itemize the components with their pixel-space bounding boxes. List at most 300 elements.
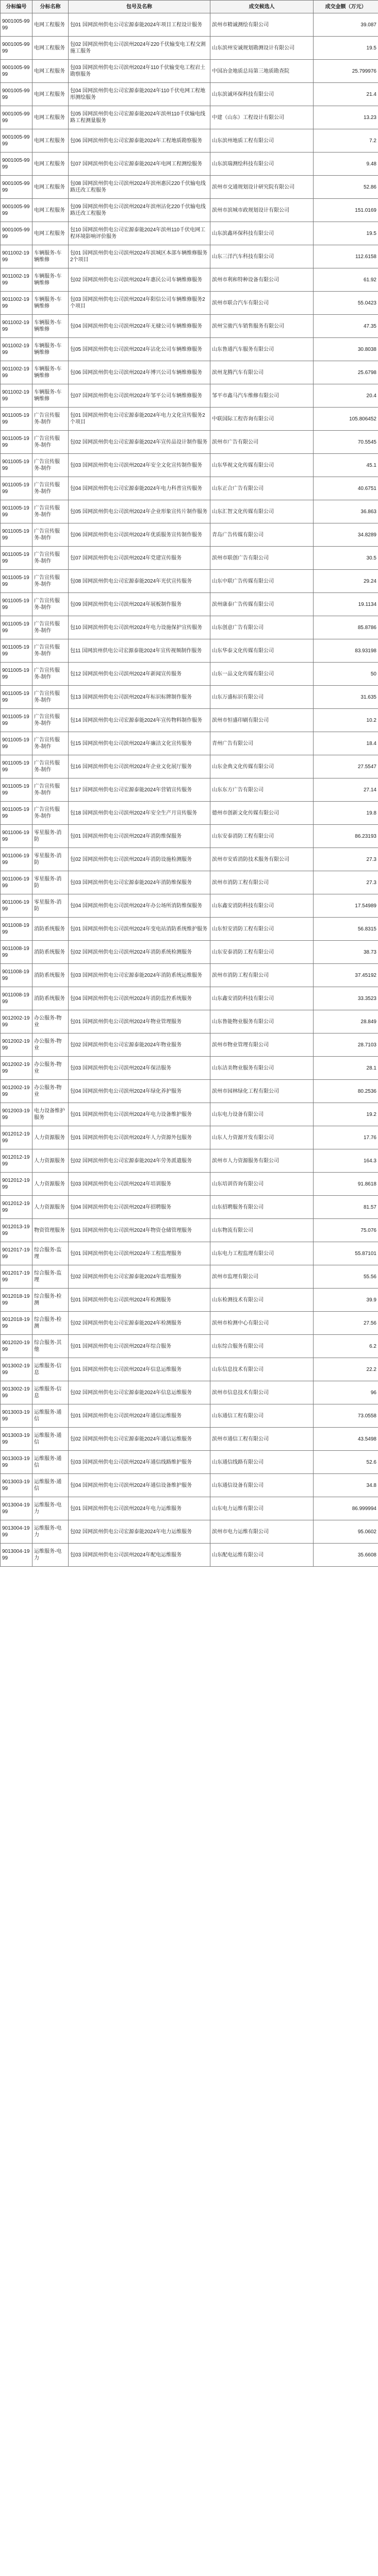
cell-amount: 112.6158: [314, 245, 378, 268]
cell-package: 包02 国网滨州供电公司宏源泰能2024年信息运维服务: [69, 1381, 210, 1404]
cell-lot-number: 9013002-1999: [1, 1381, 32, 1404]
cell-package: 包05 国网滨州供电公司滨州2024年沾化公司车辆维修服务: [69, 338, 210, 361]
cell-lot-number: 9001005-9999: [1, 152, 32, 176]
cell-lot-name: 广告宣传服务-制作: [32, 477, 69, 500]
cell-lot-name: 零星服务-消防: [32, 871, 69, 894]
cell-package: 包04 国网滨州供电公司滨州2024年绿化养护服务: [69, 1080, 210, 1103]
cell-lot-number: 9011005-1999: [1, 454, 32, 477]
cell-candidate: 山东汇智文化传媒有限公司: [210, 500, 314, 523]
cell-candidate: 滨州宝骏汽车销售服务有限公司: [210, 315, 314, 338]
cell-candidate: 山东人力资源开发有限公司: [210, 1126, 314, 1149]
cell-lot-number: 9011005-1999: [1, 500, 32, 523]
cell-lot-number: 9011005-1999: [1, 523, 32, 547]
cell-lot-number: 9012002-1999: [1, 1010, 32, 1033]
table-row: [1, 616, 378, 639]
cell-lot-name: 电网工程服务: [32, 129, 69, 152]
table-row: [1, 60, 378, 83]
cell-lot-number: 9013003-1999: [1, 1474, 32, 1497]
cell-amount: 25.799976: [314, 60, 378, 83]
cell-lot-name: 办公服务-物业: [32, 1057, 69, 1080]
cell-package: 包02 国网滨州供电公司滨州2024年消防系统检测服务: [69, 941, 210, 964]
cell-lot-name: 电力设备维护服务: [32, 1103, 69, 1126]
table-row: [1, 639, 378, 663]
cell-lot-number: 9001005-9999: [1, 106, 32, 129]
cell-lot-number: 9011005-1999: [1, 593, 32, 616]
cell-lot-name: 广告宣传服务-制作: [32, 570, 69, 593]
cell-package: 包18 国网滨州供电公司滨州2024年安全生产月宣传服务: [69, 802, 210, 825]
cell-amount: 43.5498: [314, 1428, 378, 1451]
table-row: [1, 1451, 378, 1474]
table-row: [1, 918, 378, 941]
cell-amount: 7.2: [314, 129, 378, 152]
cell-package: 包01 国网滨州供电公司宏源泰能2024年电力文化宣传服务2个项目: [69, 408, 210, 431]
cell-lot-number: 9011005-1999: [1, 802, 32, 825]
table-body: [1, 13, 378, 1567]
table-row: [1, 152, 378, 176]
cell-candidate: 山东电力设备有限公司: [210, 1103, 314, 1126]
cell-package: 包01 国网滨州供电公司滨州2024年信息运维服务: [69, 1358, 210, 1381]
cell-package: 包06 国网滨州供电公司滨州2024年博兴公司车辆维修服务: [69, 361, 210, 384]
cell-lot-number: 9011002-1999: [1, 315, 32, 338]
cell-package: 包03 国网滨州供电公司滨州2024年阳信公司车辆维修服务2个项目: [69, 292, 210, 315]
cell-candidate: 滨州市安盾消防技术服务有限公司: [210, 848, 314, 871]
cell-candidate: 山东一品文化传媒有限公司: [210, 663, 314, 686]
header-candidate: 成交候选人: [210, 1, 314, 13]
cell-candidate: 滨州市恒盛印刷有限公司: [210, 709, 314, 732]
cell-candidate: 山东通信设备有限公司: [210, 1474, 314, 1497]
cell-lot-name: 电网工程服务: [32, 106, 69, 129]
cell-candidate: 山东电力运维有限公司: [210, 1497, 314, 1520]
cell-package: 包02 国网滨州供电公司宏源泰能2024年监理服务: [69, 1265, 210, 1289]
cell-lot-name: 办公服务-物业: [32, 1010, 69, 1033]
cell-candidate: 山东检测技术有限公司: [210, 1289, 314, 1312]
cell-lot-name: 零星服务-消防: [32, 848, 69, 871]
cell-lot-name: 运维服务-信息: [32, 1381, 69, 1404]
cell-package: 包01 国网滨州供电公司滨州2024年物业管理服务: [69, 1010, 210, 1033]
cell-candidate: 山东通信线路有限公司: [210, 1451, 314, 1474]
cell-lot-name: 广告宣传服务-制作: [32, 686, 69, 709]
cell-lot-name: 电网工程服务: [32, 13, 69, 37]
cell-candidate: 山东金典文化传媒有限公司: [210, 755, 314, 778]
cell-lot-name: 车辆服务-车辆维修: [32, 292, 69, 315]
cell-lot-number: 9012002-1999: [1, 1033, 32, 1057]
cell-lot-number: 9001005-9999: [1, 60, 32, 83]
table-row: [1, 941, 378, 964]
cell-candidate: 滨州龙腾汽车有限公司: [210, 361, 314, 384]
cell-amount: 70.5545: [314, 431, 378, 454]
cell-candidate: 山东正合广告有限公司: [210, 477, 314, 500]
cell-amount: 19.8: [314, 802, 378, 825]
cell-lot-number: 9013003-1999: [1, 1404, 32, 1428]
cell-package: 包15 国网滨州供电公司滨州2024年廉洁文化宣传服务: [69, 732, 210, 755]
table-row: [1, 245, 378, 268]
cell-package: 包04 国网滨州供电公司宏源泰能2024年电力科普宣传服务: [69, 477, 210, 500]
cell-package: 包07 国网滨州供电公司宏源泰能2024年电网工程测绘服务: [69, 152, 210, 176]
cell-lot-number: 9012003-1999: [1, 1103, 32, 1126]
cell-amount: 95.0602: [314, 1520, 378, 1544]
cell-lot-name: 消防系统服务: [32, 964, 69, 987]
table-row: [1, 1335, 378, 1358]
cell-lot-number: 9011006-1999: [1, 825, 32, 848]
cell-lot-number: 9011005-1999: [1, 477, 32, 500]
table-row: [1, 83, 378, 106]
cell-amount: 81.57: [314, 1196, 378, 1219]
header-lot-name: 分标名称: [32, 1, 69, 13]
cell-lot-name: 综合服务-检测: [32, 1289, 69, 1312]
table-row: [1, 964, 378, 987]
cell-lot-name: 运维服务-通信: [32, 1474, 69, 1497]
cell-candidate: 山东物流有限公司: [210, 1219, 314, 1242]
cell-lot-name: 车辆服务-车辆维修: [32, 245, 69, 268]
cell-amount: 164.3: [314, 1149, 378, 1173]
cell-lot-number: 9012020-1999: [1, 1335, 32, 1358]
table-row: [1, 1358, 378, 1381]
cell-package: 包01 国网滨州供电公司滨州2024年变电站消防系统维护服务: [69, 918, 210, 941]
cell-lot-name: 车辆服务-车辆维修: [32, 361, 69, 384]
table-row: [1, 1544, 378, 1567]
cell-amount: 91.8618: [314, 1173, 378, 1196]
cell-package: 包01 国网滨州供电公司滨州2024年人力资源外包服务: [69, 1126, 210, 1149]
cell-candidate: 滨州市交通规划设计研究院有限公司: [210, 176, 314, 199]
cell-amount: 20.4: [314, 384, 378, 408]
cell-lot-name: 车辆服务-车辆维修: [32, 268, 69, 292]
cell-candidate: 山东创意广告有限公司: [210, 616, 314, 639]
cell-lot-name: 电网工程服务: [32, 37, 69, 60]
table-row: [1, 477, 378, 500]
cell-package: 包02 国网滨州供电公司宏源泰能2024年通信运维服务: [69, 1428, 210, 1451]
cell-amount: 27.5547: [314, 755, 378, 778]
cell-lot-name: 广告宣传服务-制作: [32, 709, 69, 732]
cell-lot-name: 广告宣传服务-制作: [32, 454, 69, 477]
cell-amount: 21.4: [314, 83, 378, 106]
cell-amount: 19.5: [314, 37, 378, 60]
cell-package: 包01 国网滨州供电公司滨州2024年检测服务: [69, 1289, 210, 1312]
cell-candidate: 滨州市监理有限公司: [210, 1265, 314, 1289]
table-row: [1, 1057, 378, 1080]
cell-amount: 27.14: [314, 778, 378, 802]
cell-package: 包07 国网滨州供电公司滨州2024年党建宣传服务: [69, 547, 210, 570]
cell-lot-name: 车辆服务-车辆维修: [32, 338, 69, 361]
cell-lot-name: 人力资源服务: [32, 1126, 69, 1149]
cell-candidate: 山东安泰消防工程有限公司: [210, 941, 314, 964]
cell-lot-name: 人力资源服务: [32, 1149, 69, 1173]
cell-amount: 28.7103: [314, 1033, 378, 1057]
cell-lot-name: 广告宣传服务-制作: [32, 408, 69, 431]
cell-amount: 52.6: [314, 1451, 378, 1474]
cell-amount: 55.0423: [314, 292, 378, 315]
cell-amount: 85.8786: [314, 616, 378, 639]
cell-lot-number: 9012012-1999: [1, 1126, 32, 1149]
cell-lot-name: 物资管理服务: [32, 1219, 69, 1242]
cell-lot-number: 9012017-1999: [1, 1242, 32, 1265]
cell-lot-number: 9011005-1999: [1, 408, 32, 431]
table-row: [1, 222, 378, 245]
cell-lot-number: 9013003-1999: [1, 1451, 32, 1474]
cell-lot-name: 车辆服务-车辆维修: [32, 384, 69, 408]
cell-amount: 47.35: [314, 315, 378, 338]
cell-package: 包01 国网滨州供电公司滨州2024年滨城区本部车辆维修服务2个项目: [69, 245, 210, 268]
cell-candidate: 山东配电运维有限公司: [210, 1544, 314, 1567]
cell-lot-name: 广告宣传服务-制作: [32, 802, 69, 825]
cell-candidate: 滨州市滨城市政规划设计有限公司: [210, 199, 314, 222]
cell-package: 包07 国网滨州供电公司滨州2024年邹平公司车辆维修服务: [69, 384, 210, 408]
cell-candidate: 山东电力工程监理有限公司: [210, 1242, 314, 1265]
cell-amount: 18.4: [314, 732, 378, 755]
cell-lot-number: 9012018-1999: [1, 1289, 32, 1312]
table-row: [1, 570, 378, 593]
table-row: [1, 778, 378, 802]
cell-candidate: 山东滨瑞测绘科技有限公司: [210, 152, 314, 176]
cell-lot-name: 综合服务-监理: [32, 1265, 69, 1289]
cell-lot-number: 9001005-9999: [1, 176, 32, 199]
table-row: [1, 1265, 378, 1289]
table-row: [1, 338, 378, 361]
cell-amount: 45.1: [314, 454, 378, 477]
cell-amount: 56.8315: [314, 918, 378, 941]
cell-amount: 30.8038: [314, 338, 378, 361]
table-row: [1, 663, 378, 686]
cell-candidate: 滨州市消防工程有限公司: [210, 871, 314, 894]
table-row: [1, 1520, 378, 1544]
cell-lot-name: 运维服务-电力: [32, 1497, 69, 1520]
cell-lot-number: 9012012-1999: [1, 1149, 32, 1173]
cell-package: 包10 国网滨州供电公司滨州2024年电力设施保护宣传服务: [69, 616, 210, 639]
cell-amount: 38.73: [314, 941, 378, 964]
table-row: [1, 1289, 378, 1312]
cell-candidate: 山东三洋汽车科技有限公司: [210, 245, 314, 268]
cell-lot-number: 9013004-1999: [1, 1544, 32, 1567]
table-row: [1, 547, 378, 570]
cell-candidate: 山东华视文化传媒有限公司: [210, 454, 314, 477]
cell-package: 包13 国网滨州供电公司滨州2024年标识标牌制作服务: [69, 686, 210, 709]
cell-lot-name: 广告宣传服务-制作: [32, 431, 69, 454]
table-row: [1, 1428, 378, 1451]
cell-package: 包14 国网滨州供电公司宏源泰能2024年宣传物料制作服务: [69, 709, 210, 732]
cell-lot-number: 9013004-1999: [1, 1497, 32, 1520]
table-row: [1, 384, 378, 408]
table-row: [1, 199, 378, 222]
table-row: [1, 1080, 378, 1103]
cell-candidate: 中联国际工程咨询有限公司: [210, 408, 314, 431]
cell-candidate: 山东招聘服务有限公司: [210, 1196, 314, 1219]
cell-lot-number: 9011005-1999: [1, 778, 32, 802]
cell-amount: 151.0169: [314, 199, 378, 222]
cell-lot-number: 9001005-9999: [1, 37, 32, 60]
cell-package: 包04 国网滨州供电公司滨州2024年招聘服务: [69, 1196, 210, 1219]
cell-amount: 36.863: [314, 500, 378, 523]
table-row: [1, 1242, 378, 1265]
cell-package: 包01 国网滨州供电公司滨州2024年通信运维服务: [69, 1404, 210, 1428]
cell-lot-name: 综合服务-检测: [32, 1312, 69, 1335]
cell-candidate: 滨州康泰广告传媒有限公司: [210, 593, 314, 616]
cell-lot-name: 广告宣传服务-制作: [32, 523, 69, 547]
cell-lot-name: 消防系统服务: [32, 941, 69, 964]
cell-lot-name: 广告宣传服务-制作: [32, 639, 69, 663]
cell-amount: 6.2: [314, 1335, 378, 1358]
cell-lot-number: 9013002-1999: [1, 1358, 32, 1381]
table-row: [1, 523, 378, 547]
table-row: [1, 894, 378, 918]
cell-candidate: 山东综合服务有限公司: [210, 1335, 314, 1358]
cell-amount: 10.2: [314, 709, 378, 732]
cell-amount: 80.2536: [314, 1080, 378, 1103]
cell-amount: 27.3: [314, 871, 378, 894]
cell-lot-name: 广告宣传服务-制作: [32, 547, 69, 570]
cell-package: 包11 国网滨州供电公司宏源泰能2024年宣传视频制作服务: [69, 639, 210, 663]
cell-lot-name: 电网工程服务: [32, 176, 69, 199]
cell-lot-number: 9011002-1999: [1, 384, 32, 408]
cell-amount: 83.93198: [314, 639, 378, 663]
table-row: [1, 686, 378, 709]
cell-lot-number: 9011005-1999: [1, 755, 32, 778]
cell-package: 包03 国网滨州供电公司滨州2024年保洁服务: [69, 1057, 210, 1080]
cell-lot-name: 广告宣传服务-制作: [32, 755, 69, 778]
cell-package: 包02 国网滨州供电公司滨州2024年220千伏输变电工程交割施工服务: [69, 37, 210, 60]
table-row: [1, 871, 378, 894]
cell-lot-number: 9011005-1999: [1, 686, 32, 709]
cell-lot-number: 9011002-1999: [1, 268, 32, 292]
cell-amount: 39.9: [314, 1289, 378, 1312]
cell-candidate: 滨州市联合汽车有限公司: [210, 292, 314, 315]
cell-lot-number: 9012012-1999: [1, 1173, 32, 1196]
cell-lot-number: 9012012-1999: [1, 1196, 32, 1219]
table-row: [1, 1196, 378, 1219]
cell-package: 包06 国网滨州供电公司宏源泰能2024年工程地质勘察服务: [69, 129, 210, 152]
cell-lot-name: 零星服务-消防: [32, 825, 69, 848]
table-row: [1, 408, 378, 431]
cell-candidate: 滨州市消防工程有限公司: [210, 964, 314, 987]
header-row: [1, 1, 378, 13]
cell-lot-number: 9011005-1999: [1, 431, 32, 454]
cell-lot-name: 运维服务-通信: [32, 1428, 69, 1451]
table-row: [1, 825, 378, 848]
cell-lot-name: 广告宣传服务-制作: [32, 663, 69, 686]
cell-candidate: 山东安泰消防工程有限公司: [210, 825, 314, 848]
cell-package: 包04 国网滨州供电公司滨州2024年通信设备维护服务: [69, 1474, 210, 1497]
cell-lot-name: 广告宣传服务-制作: [32, 732, 69, 755]
cell-amount: 39.087: [314, 13, 378, 37]
cell-lot-number: 9011008-1999: [1, 941, 32, 964]
table-row: [1, 361, 378, 384]
table-row: [1, 1126, 378, 1149]
cell-lot-number: 9001005-9999: [1, 199, 32, 222]
cell-lot-number: 9011005-1999: [1, 616, 32, 639]
table-row: [1, 1381, 378, 1404]
cell-package: 包01 国网滨州供电公司滨州2024年消防维保服务: [69, 825, 210, 848]
cell-package: 包03 国网滨州供电公司滨州2024年通信线路维护服务: [69, 1451, 210, 1474]
cell-amount: 9.48: [314, 152, 378, 176]
cell-package: 包10 国网滨州供电公司宏源泰能2024年滨州110千伏电网工程环境影响评价服务: [69, 222, 210, 245]
cell-amount: 19.1134: [314, 593, 378, 616]
table-row: [1, 129, 378, 152]
cell-lot-name: 运维服务-信息: [32, 1358, 69, 1381]
table-row: [1, 755, 378, 778]
cell-package: 包05 国网滨州供电公司滨州2024年企业形象宣传片制作服务: [69, 500, 210, 523]
table-row: [1, 13, 378, 37]
cell-package: 包03 国网滨州供电公司滨州2024年培训服务: [69, 1173, 210, 1196]
table-row: [1, 802, 378, 825]
cell-candidate: 中建（山东）工程设计有限公司: [210, 106, 314, 129]
cell-candidate: 滨州市物业管理有限公司: [210, 1033, 314, 1057]
cell-package: 包01 国网滨州供电公司滨州2024年物资仓储管理服务: [69, 1219, 210, 1242]
cell-lot-number: 9012017-1999: [1, 1265, 32, 1289]
cell-candidate: 山东滨州地质工程有限公司: [210, 129, 314, 152]
cell-candidate: 滨州市电力运维有限公司: [210, 1520, 314, 1544]
cell-package: 包04 国网滨州供电公司宏源泰能2024年110千伏电网工程地形测绘服务: [69, 83, 210, 106]
cell-candidate: 青岛广告传媒有限公司: [210, 523, 314, 547]
cell-lot-number: 9011006-1999: [1, 894, 32, 918]
cell-package: 包12 国网滨州供电公司滨州2024年新闻宣传服务: [69, 663, 210, 686]
cell-amount: 22.2: [314, 1358, 378, 1381]
table-row: [1, 1312, 378, 1335]
header-lot-number: 分标编号: [1, 1, 32, 13]
cell-lot-name: 消防系统服务: [32, 987, 69, 1010]
cell-lot-name: 广告宣传服务-制作: [32, 593, 69, 616]
cell-package: 包01 国网滨州供电公司滨州2024年工程监理服务: [69, 1242, 210, 1265]
cell-amount: 34.8289: [314, 523, 378, 547]
cell-package: 包01 国网滨州供电公司滨州2024年电力运维服务: [69, 1497, 210, 1520]
cell-package: 包02 国网滨州供电公司宏源泰能2024年宣传品设计制作服务: [69, 431, 210, 454]
cell-amount: 27.56: [314, 1312, 378, 1335]
cell-amount: 17.76: [314, 1126, 378, 1149]
cell-amount: 30.5: [314, 547, 378, 570]
cell-lot-name: 广告宣传服务-制作: [32, 500, 69, 523]
cell-lot-number: 9011002-1999: [1, 245, 32, 268]
table-row: [1, 1219, 378, 1242]
cell-package: 包03 国网滨州供电公司滨州2024年安全文化宣传制作服务: [69, 454, 210, 477]
cell-package: 包02 国网滨州供电公司宏源泰能2024年电力运维服务: [69, 1520, 210, 1544]
cell-lot-name: 广告宣传服务-制作: [32, 616, 69, 639]
cell-lot-number: 9012002-1999: [1, 1080, 32, 1103]
cell-candidate: 山东鲁通汽车服务有限公司: [210, 338, 314, 361]
cell-candidate: 滨州市广告有限公司: [210, 431, 314, 454]
cell-lot-number: 9001005-9999: [1, 129, 32, 152]
table-row: [1, 1033, 378, 1057]
cell-amount: 37.45192: [314, 964, 378, 987]
table-row: [1, 732, 378, 755]
cell-amount: 96: [314, 1381, 378, 1404]
table-row: [1, 709, 378, 732]
cell-lot-number: 9012013-1999: [1, 1219, 32, 1242]
cell-package: 包02 国网滨州供电公司宏源泰能2024年劳务派遣服务: [69, 1149, 210, 1173]
cell-candidate: 山东鑫安消防科技有限公司: [210, 894, 314, 918]
cell-amount: 40.6751: [314, 477, 378, 500]
cell-lot-name: 运维服务-电力: [32, 1520, 69, 1544]
table-row: [1, 1149, 378, 1173]
cell-package: 包02 国网滨州供电公司宏源泰能2024年物业服务: [69, 1033, 210, 1057]
cell-lot-name: 办公服务-物业: [32, 1080, 69, 1103]
cell-lot-number: 9012018-1999: [1, 1312, 32, 1335]
cell-candidate: 山东信息技术有限公司: [210, 1358, 314, 1381]
cell-candidate: 滨州市园林绿化工程有限公司: [210, 1080, 314, 1103]
cell-candidate: 山东鲁能物业服务有限公司: [210, 1010, 314, 1033]
cell-lot-number: 9011008-1999: [1, 964, 32, 987]
cell-lot-number: 9011006-1999: [1, 848, 32, 871]
cell-package: 包06 国网滨州供电公司滨州2024年优质服务宣传制作服务: [69, 523, 210, 547]
cell-candidate: 青州广告有限公司: [210, 732, 314, 755]
cell-candidate: 滨州市人力资源服务有限公司: [210, 1149, 314, 1173]
table-row: [1, 848, 378, 871]
cell-lot-number: 9011005-1999: [1, 663, 32, 686]
cell-candidate: 山东通信工程有限公司: [210, 1404, 314, 1428]
header-amount: 成交金额（万元）: [314, 1, 378, 13]
cell-amount: 50: [314, 663, 378, 686]
cell-lot-number: 9001005-9999: [1, 83, 32, 106]
cell-package: 包16 国网滨州供电公司滨州2024年企业文化展厅服务: [69, 755, 210, 778]
table-row: [1, 431, 378, 454]
table-row: [1, 315, 378, 338]
cell-candidate: 德州市创新文化传媒有限公司: [210, 802, 314, 825]
